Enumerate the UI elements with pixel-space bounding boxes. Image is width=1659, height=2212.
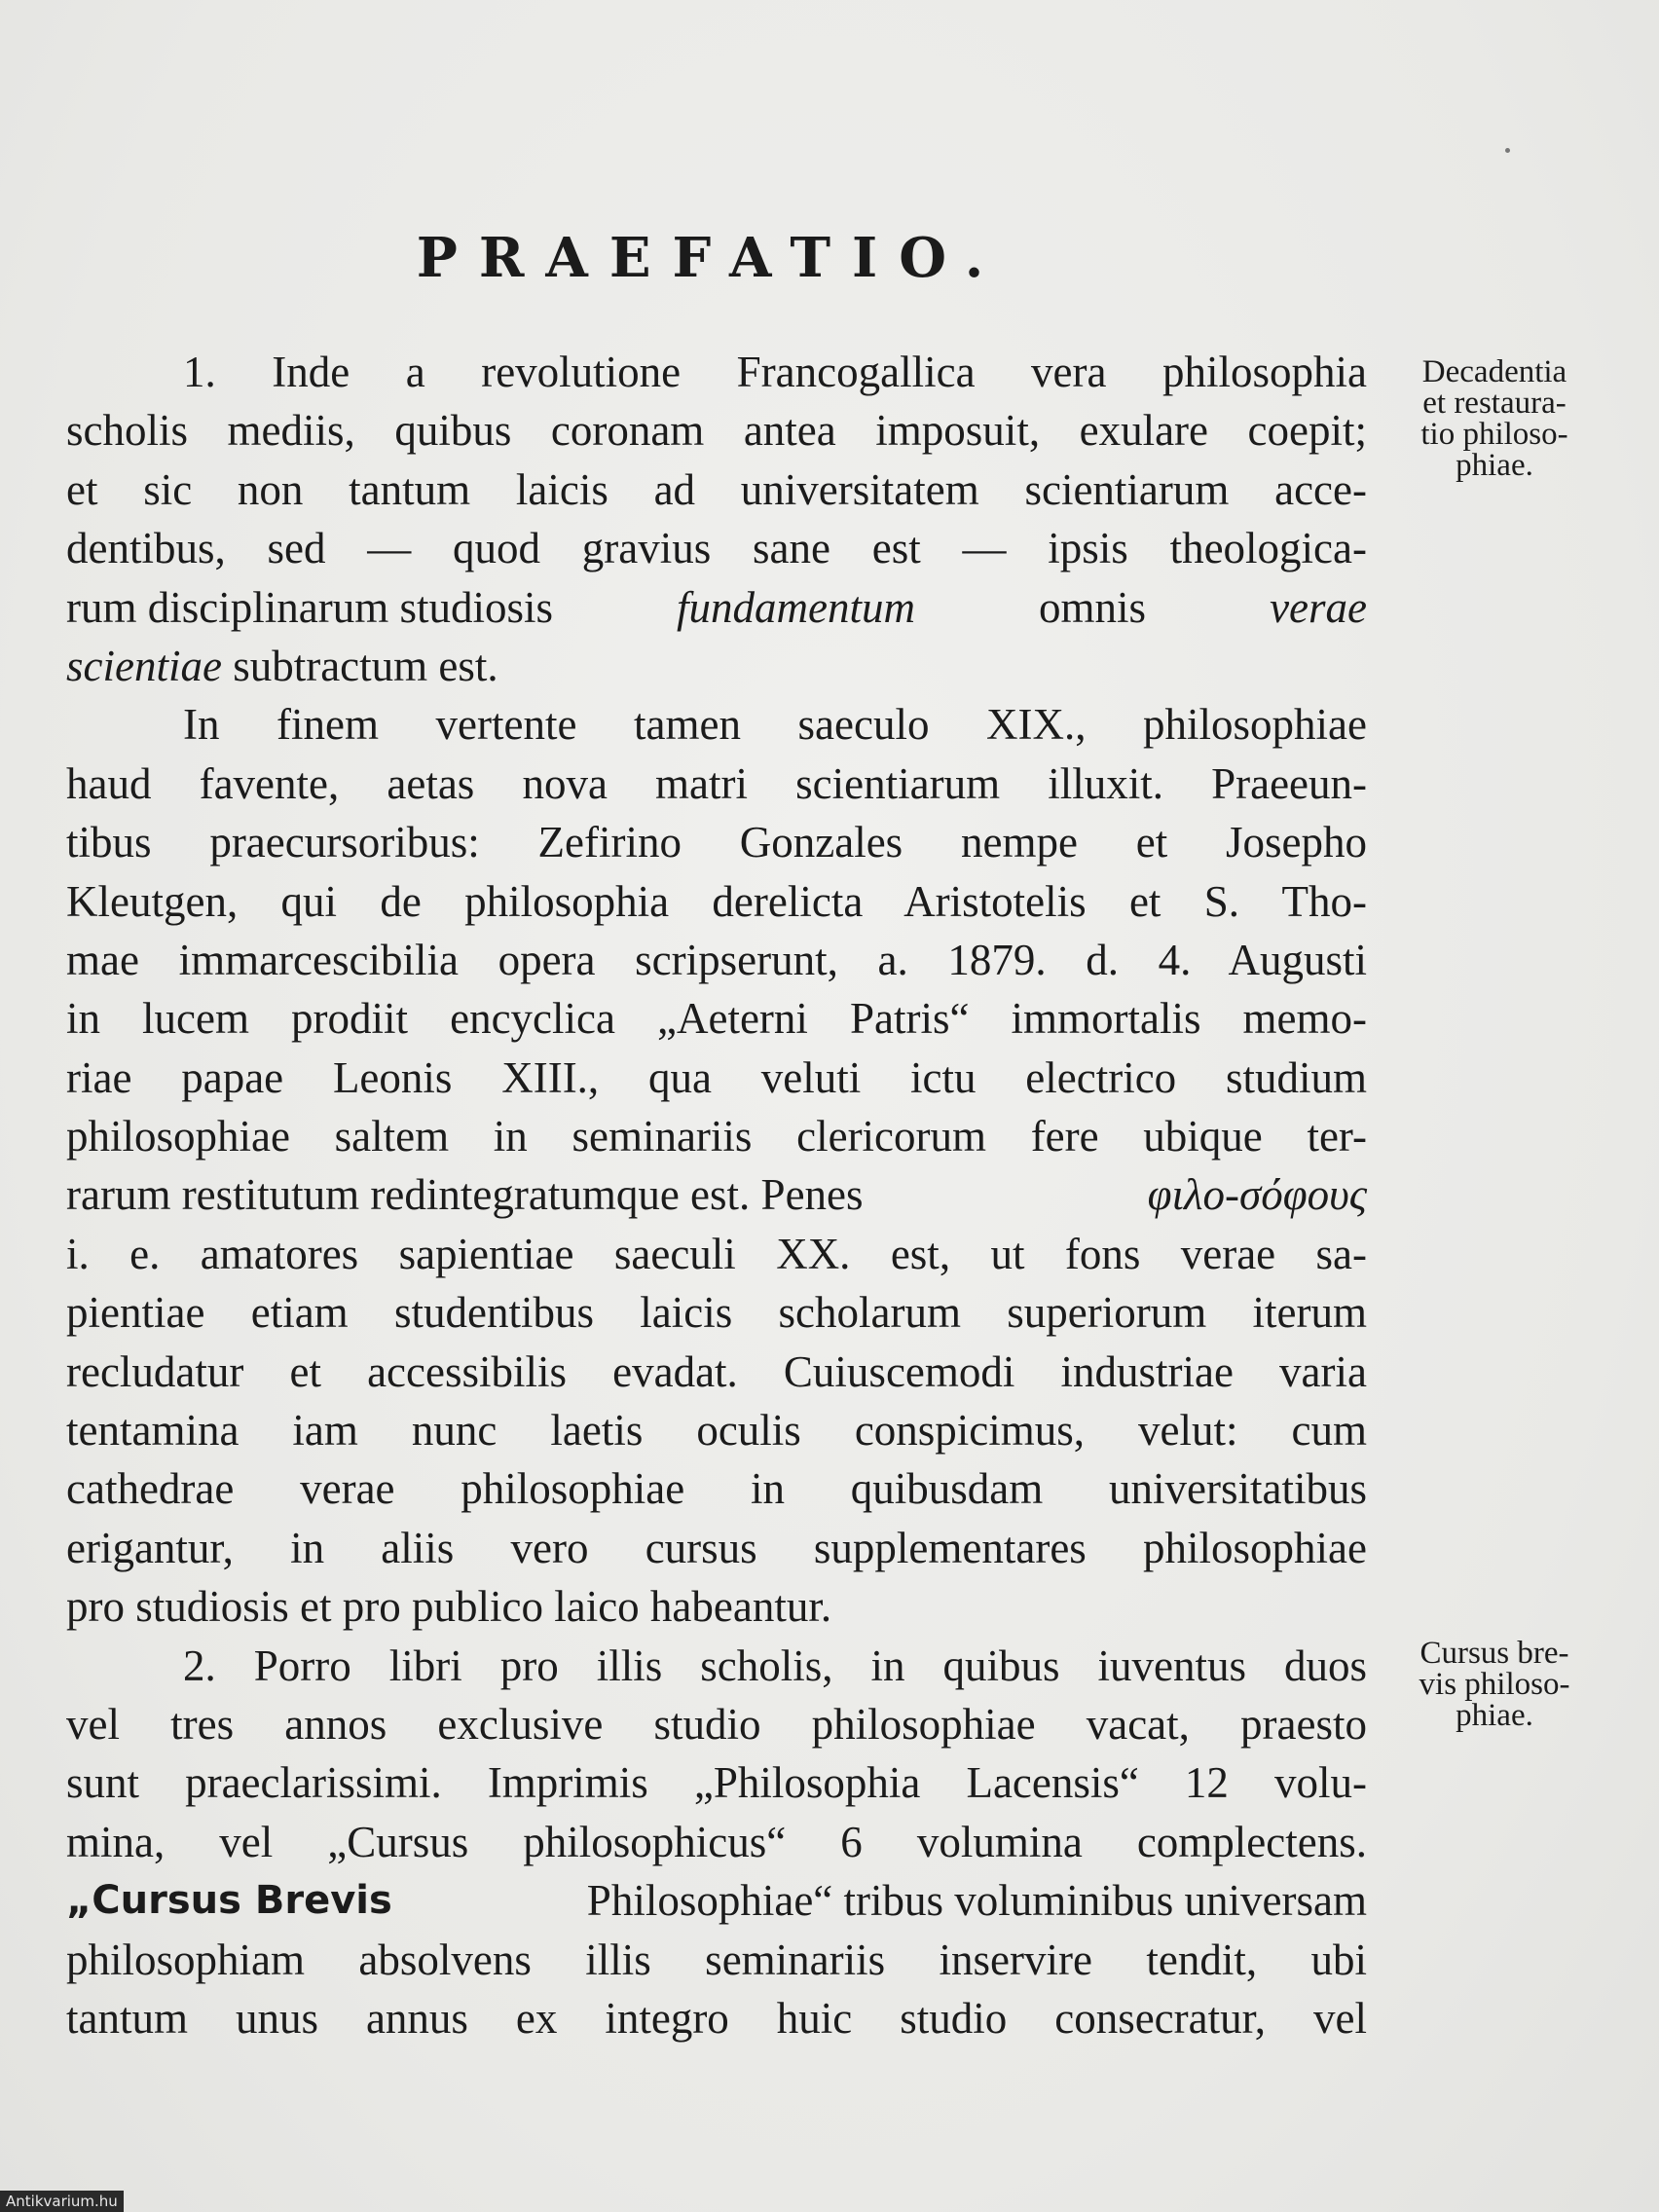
text-line: 1. Inde a revolutione Francogallica vera philosophia: [183, 348, 1367, 396]
margin-note-decadentia: [1382, 356, 1606, 481]
text-line: et sic non tantum laicis ad universitatem scientiarum acce-: [66, 464, 1367, 514]
text-line: pientiae etiam studentibus laicis scholarum superiorum iterum: [66, 1288, 1367, 1338]
margin-note-cursus: [1382, 1638, 1606, 1731]
text-line: vel tres annos exclusive studio philosophiae vacat, praesto: [66, 1699, 1367, 1749]
text-line: tibus praecursoribus: Zefirino Gonzales nempe et Josepho: [66, 818, 1367, 867]
body-text: [66, 343, 1367, 2047]
text-line-mixed: [66, 637, 1367, 695]
margin-note-line: Decadentia: [1421, 354, 1567, 389]
text-line: pro studiosis et pro publico laico habeantur.: [66, 1582, 832, 1632]
text-run: rarum restitutum redintegratumque est. Penes: [66, 1170, 864, 1220]
text-line-mixed: [66, 1165, 1367, 1224]
text-line: Kleutgen, qui de philosophia derelicta Aristotelis et S. Tho-: [66, 876, 1367, 926]
text-run: rum disciplinarum studiosis: [66, 582, 553, 632]
text-line: 2. Porro libri pro illis scholis, in quibus iuventus duos: [183, 1641, 1367, 1690]
page-title: PRAEFATIO.: [416, 226, 1006, 290]
margin-note-line: tio philoso-: [1420, 417, 1568, 452]
watermark: Antikvarium.hu: [0, 2191, 124, 2212]
text-line: riae papae Leonis XIII., qua veluti ictu electrico studium: [66, 1052, 1367, 1102]
text-line: tantum unus annus ex integro huic studio consecratur, vel: [66, 1993, 1367, 2043]
text-line: philosophiam absolvens illis seminariis inservire tendit, ubi: [66, 1935, 1367, 1984]
bold-title-text: „Cursus Brevis: [66, 1878, 392, 1924]
margin-note-line: vis philoso-: [1419, 1667, 1570, 1702]
text-line: erigantur, in aliis vero cursus supplementares philosophiae: [66, 1523, 1367, 1572]
text-line: In finem vertente tamen saeculo XIX., philosophiae: [183, 700, 1367, 750]
text-line-mixed: [66, 1871, 1367, 1930]
paper-speck: [1505, 148, 1510, 153]
text-line: i. e. amatores sapientiae saeculi XX. est, ut fons verae sa-: [66, 1229, 1367, 1278]
text-line: cathedrae verae philosophiae in quibusdam universitatibus: [66, 1464, 1367, 1514]
emphasis-text: verae: [1270, 582, 1367, 632]
text-line: mina, vel „Cursus philosophicus“ 6 volumina complectens.: [66, 1817, 1367, 1866]
margin-note-line: Cursus bre-: [1419, 1636, 1569, 1671]
text-run: Philosophiae“ tribus voluminibus universam: [586, 1876, 1367, 1926]
text-run: subtractum est.: [233, 641, 498, 690]
text-line: philosophiae saltem in seminariis clericorum fere ubique ter-: [66, 1112, 1367, 1161]
text-run: omnis: [1039, 582, 1147, 632]
emphasis-text: scientiae: [66, 641, 222, 690]
emphasis-text: fundamentum: [677, 582, 915, 632]
text-line: sunt praeclarissimi. Imprimis „Philosophia Lacensis“ 12 volu-: [66, 1758, 1367, 1808]
text-line: in lucem prodiit encyclica „Aeterni Patris“ immortalis memo-: [66, 994, 1367, 1044]
text-line-mixed: [66, 578, 1367, 637]
text-line: recludatur et accessibilis evadat. Cuiuscemodi industriae varia: [66, 1346, 1367, 1396]
greek-text: φιλο-σόφους: [1147, 1170, 1367, 1220]
margin-note-line: phiae.: [1456, 1698, 1533, 1733]
text-line: mae immarcescibilia opera scripserunt, a. 1879. d. 4. Augusti: [66, 935, 1367, 984]
text-line: dentibus, sed — quod gravius sane est — ipsis theologica-: [66, 524, 1367, 573]
text-line: scholis mediis, quibus coronam antea imposuit, exulare coepit;: [66, 406, 1367, 456]
text-line: tentamina iam nunc laetis oculis conspicimus, velut: cum: [66, 1406, 1367, 1456]
text-line: haud favente, aetas nova matri scientiarum illuxit. Praeeun-: [66, 758, 1367, 808]
margin-note-line: phiae.: [1456, 448, 1533, 483]
margin-note-line: et restaura-: [1422, 386, 1567, 421]
